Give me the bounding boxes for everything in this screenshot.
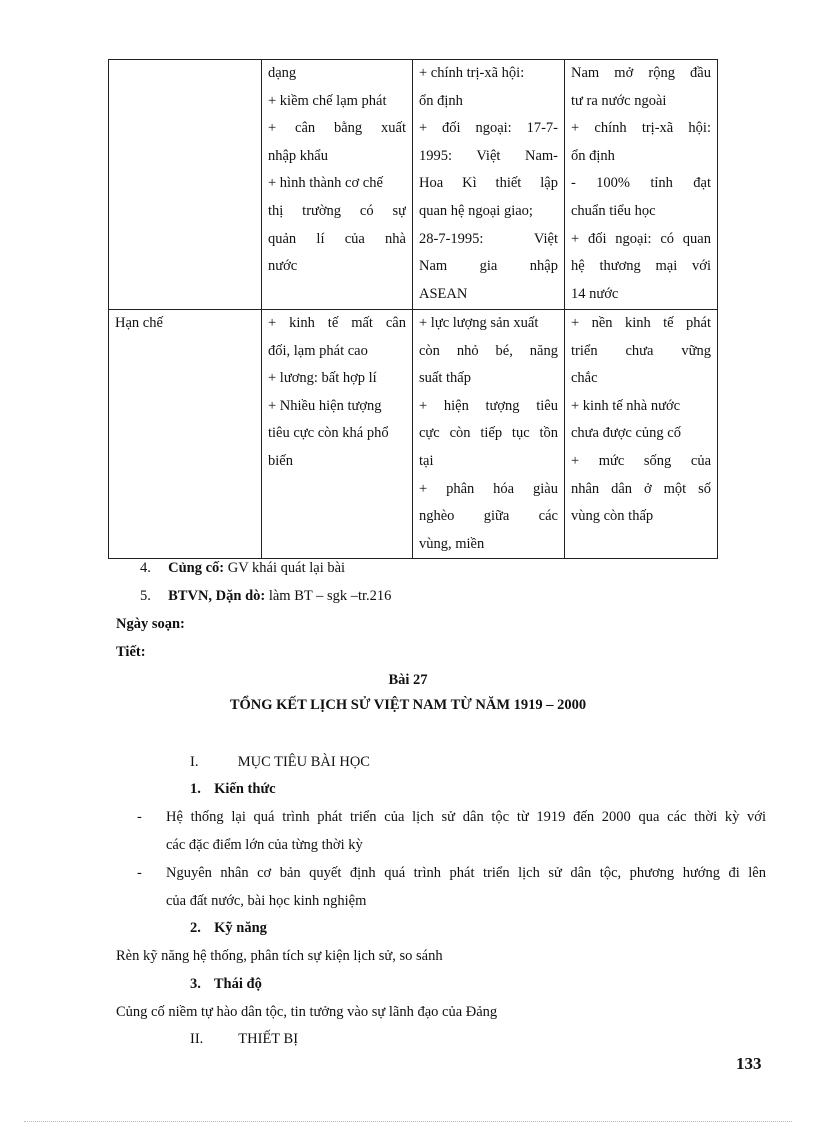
page-number: 133 [736,1054,762,1073]
cell-line: nước [268,258,298,275]
tiet-label: Tiết: [116,644,146,660]
bullet-line: Nguyên nhân cơ bản quyết định quá trình phát triển lịch sử dân tộc, phương hướng đi lên [166,865,766,881]
cell-line: nhập khẩu [268,147,328,164]
cell-line: Hoa Kì thiết lập [419,175,558,192]
cell-line: 14 nước [571,285,619,302]
cell-line: vùng, miền [419,535,485,552]
table-row [109,60,718,310]
cell-line: nghèo giữa các [419,508,558,525]
cell-line: quản lí của nhà [268,230,406,247]
cell-line: ổn định [571,147,615,164]
bullet-line: các đặc điểm lớn của từng thời kỳ [166,837,363,853]
cell-line: ổn định [419,92,463,109]
cell-line: 28-7-1995: Việt [419,230,558,247]
section-heading-objectives: I. MỤC TIÊU BÀI HỌC [190,754,370,770]
cell-line: chưa được củng cố [571,425,681,442]
cell-line: vùng còn thấp [571,508,654,525]
row-label-cell [109,60,262,310]
cell-line: đối, lạm phát cao [268,342,368,359]
cell-line: 1995: Việt Nam- [419,147,558,164]
cell-line: Nam mở rộng đầu [571,65,711,81]
footer-divider [24,1121,792,1122]
cell-line: + hình thành cơ chế [268,175,383,192]
cell-line: + cân bằng xuất [268,120,406,137]
cell-line: Nam gia nhập [419,258,558,275]
cell-line: + mức sống của [571,452,711,469]
summary-table [108,59,717,557]
cell-line: hệ thương mại với [571,258,711,275]
subheading-skills: 2. Kỹ năng [190,920,267,936]
attitude-text: Củng cố niềm tự hào dân tộc, tin tưởng vào sự lãnh đạo của Đảng [116,1004,498,1020]
cell-line: tiêu cực còn khá phổ [268,425,389,442]
cell-line: + kinh tế nhà nước [571,397,681,414]
cell-line: suất thấp [419,370,471,387]
section-heading-equipment: II. THIẾT BỊ [190,1031,299,1047]
cell-line: - 100% tỉnh đạt [571,175,711,192]
table-cell [565,60,718,310]
row-label-cell: Hạn chế [109,310,262,559]
cell-line: còn nhỏ bé, năng [419,342,558,359]
cell-line: ASEAN [419,285,468,302]
cell-line: biến [268,452,293,469]
cell-line: dạng [268,65,297,81]
cell-line: nhân dân ở một số [571,480,711,497]
cell-line: + chính trị-xã hội: [419,65,525,81]
cell-line: thị trường có sự [268,202,406,219]
cell-line: + đối ngoại: 17-7- [419,120,558,137]
cell-line: + kiềm chế lạm phát [268,92,387,109]
table-cell [413,310,565,559]
cell-line: tư ra nước ngoài [571,92,667,109]
cell-line: tại [419,452,434,469]
cell-line: + chính trị-xã hội: [571,120,711,137]
bullet-line: Hệ thống lại quá trình phát triển của lịch sử dân tộc từ 1919 đến 2000 qua các thời kỳ với [166,809,766,825]
cell-line: + đối ngoại: có quan [571,230,711,247]
cell-line: + hiện tượng tiêu [419,397,558,414]
bullet-dash: - [137,865,142,881]
cell-line: triển chưa vững [571,342,711,359]
item-cung-co: 4. Củng cố: GV khái quát lại bài [140,560,346,576]
cell-line: chuẩn tiểu học [571,202,656,219]
lesson-title: TỔNG KẾT LỊCH SỬ VIỆT NAM TỪ NĂM 1919 – 2000 [229,697,587,713]
cell-line: cực còn tiếp tục tồn [419,425,558,442]
cell-line: + lực lượng sản xuất [419,315,539,331]
cell-line: quan hệ ngoại giao; [419,202,533,219]
table-cell [262,60,413,310]
table-cell [413,60,565,310]
cell-line: chắc [571,370,598,387]
skills-text: Rèn kỹ năng hệ thống, phân tích sự kiện lịch sử, so sánh [116,948,443,964]
bullet-line: của đất nước, bài học kinh nghiệm [166,893,367,909]
table-cell [262,310,413,559]
bullet-dash: - [137,809,142,825]
cell-line: + phân hóa giàu [419,480,558,497]
cell-line: + nền kinh tế phát [571,315,711,331]
lesson-number: Bài 27 [388,672,428,688]
table-row [109,310,718,559]
subheading-attitude: 3. Thái độ [190,976,262,992]
cell-line: + Nhiều hiện tượng [268,397,382,414]
cell-line: + kinh tế mất cân [268,315,406,331]
item-btvn: 5. BTVN, Dặn dò: làm BT – sgk –tr.216 [140,588,392,604]
table-cell [565,310,718,559]
cell-line: + lương: bất hợp lí [268,370,377,387]
subheading-knowledge: 1. Kiến thức [190,781,276,797]
ngay-soan-label: Ngày soạn: [116,616,185,632]
